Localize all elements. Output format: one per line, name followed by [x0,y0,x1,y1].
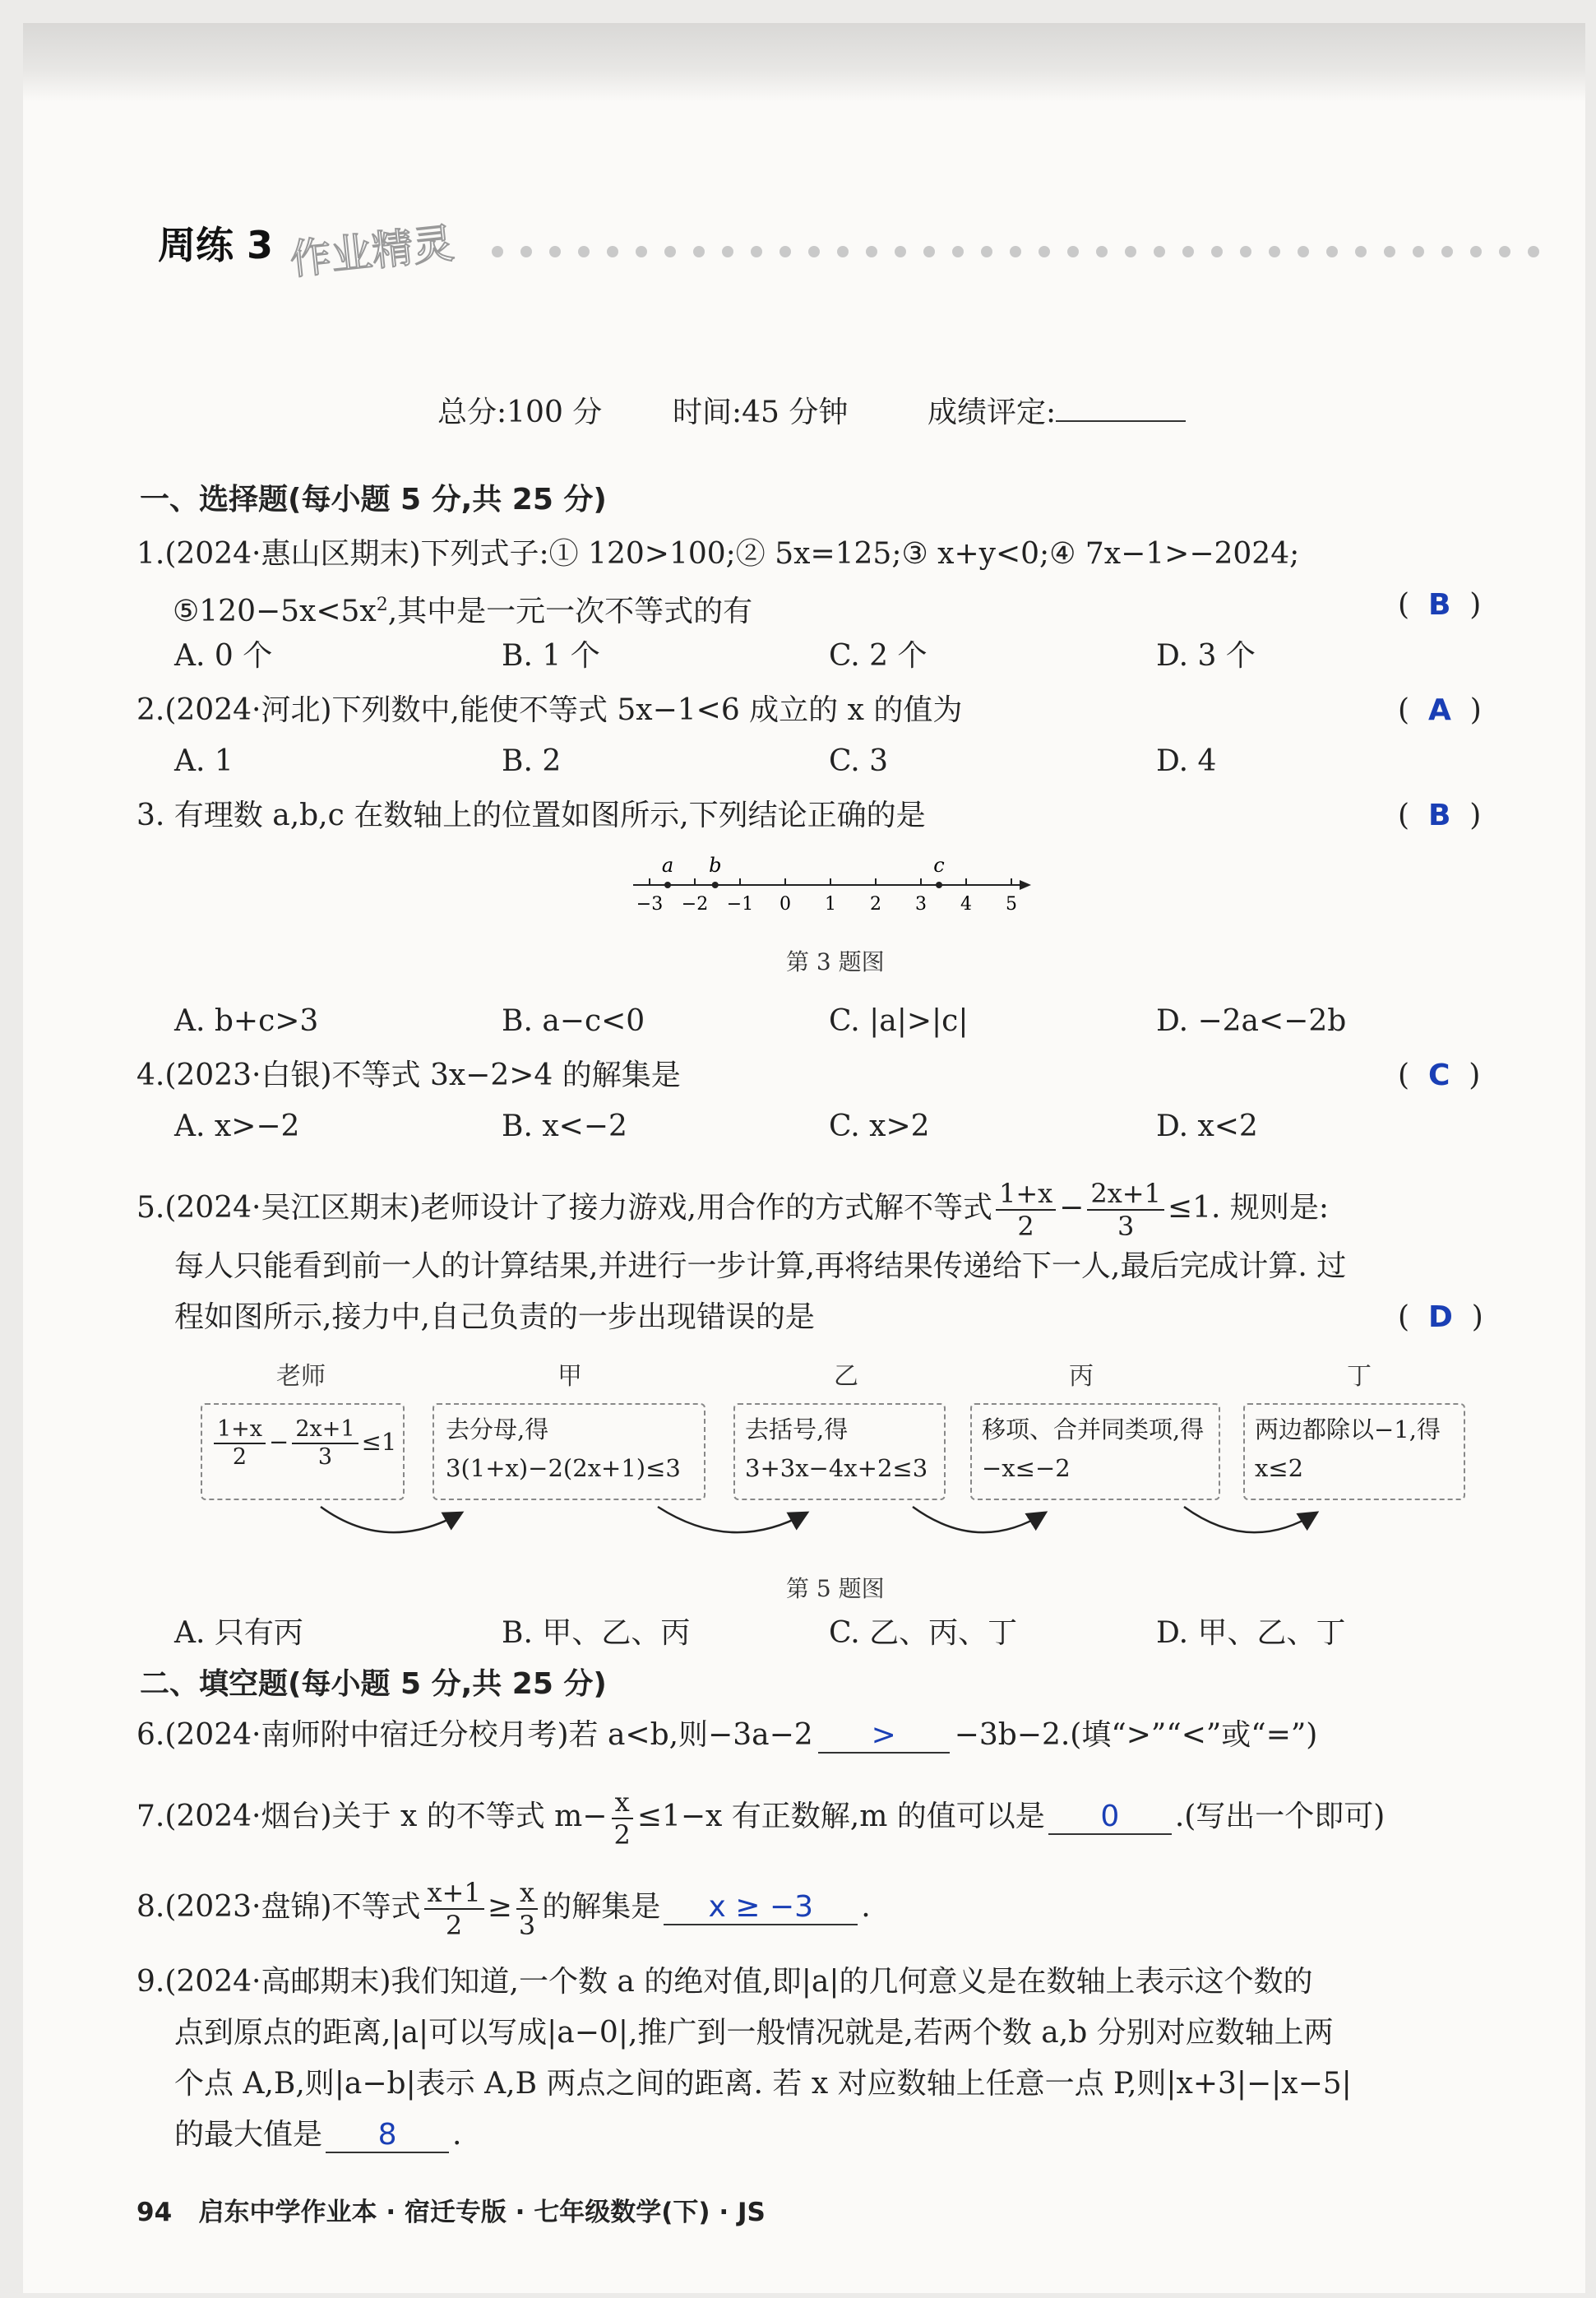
teacher-expression: $\frac{1+x}{2}$ − $\frac{2x+1}{3}$ ≤1 [210,1416,396,1471]
q2-option-b: B. 2 [502,744,562,778]
q1-answer: ( B ) [1398,588,1482,622]
actor-yi: 乙 [834,1362,858,1391]
q5-line3: 程如图所示,接力中,自己负责的一步出现错误的是 [174,1300,815,1334]
actor-jia: 甲 [557,1362,582,1391]
q5-answer: ( D ) [1398,1300,1483,1334]
section-heading-choice: 一、选择题(每小题 5 分,共 25 分) [140,483,607,517]
axis-point-b [712,882,719,888]
section-heading-fill: 二、填空题(每小题 5 分,共 25 分) [140,1667,607,1701]
q4-stem: 4.(2023·白银)不等式 3x−2>4 的解集是 [136,1059,681,1092]
q4-answer: ( C ) [1398,1059,1481,1092]
axis-tick-label: 3 [915,894,927,915]
q4-option-b: B. x<−2 [502,1110,627,1143]
axis-tick-label: 2 [870,894,881,915]
q3-figure-caption: 第 3 题图 [786,948,885,975]
q4-option-d: D. x<2 [1156,1110,1258,1143]
bing-step-result: −x≤−2 [982,1454,1071,1482]
q1-line2: $⑤120-5x<5x^2$,其中是一元一次不等式的有 [173,595,753,628]
book-title: 启东中学作业本 · 宿迁专版 · 七年级数学(下) · JS [198,2198,766,2227]
q1-option-c: C. 2 个 [829,639,928,673]
q2-option-c: C. 3 [829,744,889,778]
q9-line1: 9.(2024·高邮期末)我们知道,一个数 a 的绝对值,即|a|的几何意义是在数轴上表示这个数的 [136,1965,1313,1999]
yi-step-label: 去括号,得 [745,1415,849,1443]
page-footer [136,2191,766,2228]
axis-tick-label: 0 [779,894,791,915]
number-line-figure [625,847,1036,938]
q8-answer-blank[interactable]: x ≥ −3 [664,1891,858,1925]
q1-line1: 1.(2024·惠山区期末)下列式子:① 120>100;② 5x=125;③ x+y<0;④ 7x−1>−2024; [136,537,1300,571]
info-total: 总分:100 分 [437,396,603,429]
q6-answer-blank[interactable]: > [818,1719,950,1754]
actor-ding: 丁 [1347,1362,1372,1391]
q2-stem: 2.(2024·河北)下列数中,能使不等式 5x−1<6 成立的 x 的值为 [136,693,963,727]
axis-tick-label: 4 [960,894,972,915]
axis-tick-label: −3 [636,894,664,915]
page [23,23,1585,2293]
page-number: 94 [136,2198,173,2227]
q3-option-b: B. a−c<0 [502,1004,645,1038]
info-grade [928,393,1186,433]
q8-line: 8.(2023·盘锦)不等式 $\frac{x+1}{2}$ ≥ $\frac{x}{3}$ 的解集是 x ≥ −3 . [136,1877,871,1941]
q5-option-c: C. 乙、丙、丁 [829,1616,1018,1650]
q9-line3: 个点 A,B,则|a−b|表示 A,B 两点之间的距离. 若 x 对应数轴上任意一点 P,则|x+3|−|x−5| [174,2067,1352,2101]
axis-point-label: a [661,854,674,877]
title-dot-divider [492,245,1557,261]
ding-step-label: 两边都除以−1,得 [1255,1415,1441,1443]
q5-option-b: B. 甲、乙、丙 [502,1616,691,1650]
q5-option-a: A. 只有丙 [174,1616,303,1650]
q3-option-c: C. |a|>|c| [829,1004,969,1038]
q3-answer: ( B ) [1398,799,1482,832]
axis-point-c [936,882,942,888]
q9-answer-blank[interactable]: 8 [326,2119,449,2153]
q1-option-a: A. 0 个 [174,639,273,673]
watermark: 作业精灵 [287,219,456,285]
q6-line: 6.(2024·南师附中宿迁分校月考)若 a<b,则−3a−2 > −3b−2.(填“>”“<”或“=”) [136,1718,1318,1752]
q1-option-d: D. 3 个 [1156,639,1256,673]
axis-point-a [664,882,671,888]
jia-step-label: 去分母,得 [446,1415,549,1443]
q3-option-a: A. b+c>3 [174,1004,319,1038]
q4-option-c: C. x>2 [829,1110,930,1143]
info-time: 时间:45 分钟 [673,396,849,429]
scan-shadow [23,23,1585,102]
q2-option-d: D. 4 [1156,744,1217,778]
axis-point-label: c [933,854,945,877]
actor-teacher: 老师 [276,1362,326,1391]
q9-line2: 点到原点的距离,|a|可以写成|a−0|,推广到一般情况就是,若两个数 a,b 分别对应数轴上两 [174,2016,1334,2050]
axis-tick-label: −1 [726,894,754,915]
q7-answer-blank[interactable]: 0 [1048,1800,1172,1835]
q2-answer: ( A ) [1398,693,1482,727]
q3-stem: 3. 有理数 a,b,c 在数轴上的位置如图所示,下列结论正确的是 [136,799,926,832]
ding-step-result: x≤2 [1255,1454,1304,1482]
q3-option-d: D. −2a<−2b [1156,1004,1347,1038]
bing-step-label: 移项、合并同类项,得 [982,1415,1205,1443]
axis-tick-label: 1 [825,894,836,915]
axis-tick-label: 5 [1006,894,1017,915]
q5-line2: 每人只能看到前一人的计算结果,并进行一步计算,再将结果传递给下一人,最后完成计算. 过 [174,1249,1347,1283]
relay-arrows [312,1497,1464,1554]
q9-line4: 的最大值是 8 . [174,2118,462,2152]
axis-tick-label: −2 [681,894,709,915]
yi-step-result: 3+3x−4x+2≤3 [745,1454,928,1482]
grade-blank[interactable] [1056,420,1186,422]
page-title: 周练 3 [158,223,274,267]
q2-option-a: A. 1 [174,744,234,778]
q1-option-b: B. 1 个 [502,639,600,673]
info-grade-label: 成绩评定: [928,396,1057,429]
q5-figure-caption: 第 5 题图 [786,1575,885,1602]
jia-step-result: 3(1+x)−2(2x+1)≤3 [446,1454,681,1482]
q7-line: 7.(2024·烟台)关于 x 的不等式 m− $\frac{x}{2}$ ≤1−x 有正数解,m 的值可以是 0 .(写出一个即可) [136,1786,1386,1851]
axis-point-label: b [709,854,722,877]
q5-stem: 5.(2024·吴江区期末)老师设计了接力游戏,用合作的方式解不等式 $\frac{1+x}{2}$ − $\frac{2x+1}{3}$ ≤1. 规则是: [136,1178,1330,1242]
q5-option-d: D. 甲、乙、丁 [1156,1616,1346,1650]
actor-bing: 丙 [1069,1362,1094,1391]
q4-option-a: A. x>−2 [174,1110,300,1143]
